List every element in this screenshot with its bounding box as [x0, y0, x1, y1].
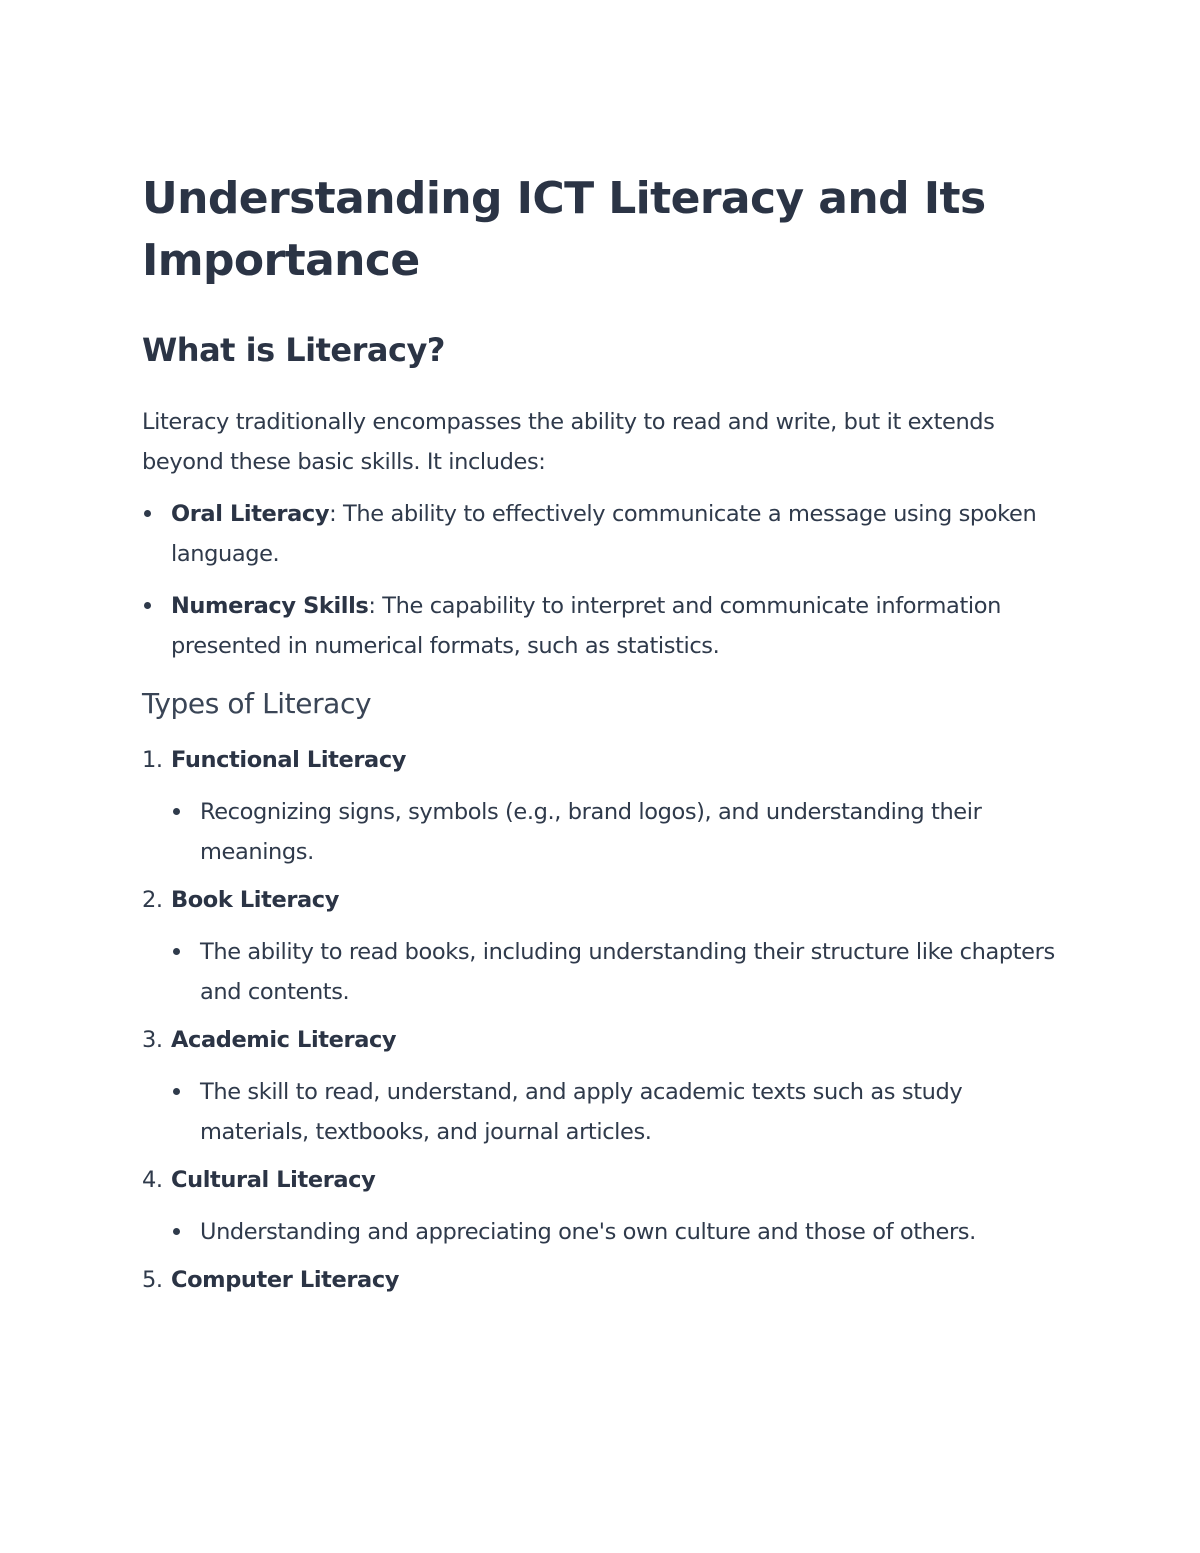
bullet-icon [173, 948, 180, 955]
type-item-computer-literacy [142, 1260, 1072, 1300]
type-number: 4. [142, 1167, 163, 1193]
type-detail-text: The ability to read books, including understanding their structure like chapters and contents. [200, 939, 1055, 1005]
type-detail-text: The skill to read, understand, and apply academic texts such as study materials, textbooks, and journal articles. [200, 1079, 963, 1145]
type-item-cultural-literacy [142, 1160, 1072, 1252]
types-list [142, 740, 1072, 1300]
definition-item-oral-literacy [142, 494, 1072, 574]
type-detail-list [142, 1212, 1072, 1252]
type-detail-list [142, 932, 1072, 1012]
type-name: Book Literacy [171, 887, 340, 913]
type-name: Cultural Literacy [171, 1167, 376, 1193]
document-title: Understanding ICT Literacy and Its Importance [142, 173, 986, 286]
definition-term: Numeracy Skills [171, 593, 369, 619]
definition-list [142, 494, 1072, 666]
document-page [142, 168, 1072, 1308]
intro-paragraph: Literacy traditionally encompasses the ability to read and write, but it extends beyond these basic skills. It includes: [142, 409, 995, 475]
type-heading [142, 740, 1072, 780]
type-detail-item [142, 932, 1072, 1012]
type-heading [142, 880, 1072, 920]
type-detail-list [142, 1072, 1072, 1152]
bullet-icon [173, 1228, 180, 1235]
type-detail-item [142, 792, 1072, 872]
type-item-functional-literacy [142, 740, 1072, 872]
bullet-icon [173, 1088, 180, 1095]
type-name: Academic Literacy [171, 1027, 397, 1053]
type-heading [142, 1160, 1072, 1200]
bullet-icon [173, 808, 180, 815]
definition-text: : The ability to effectively communicate a message using spoken language. [171, 501, 1037, 567]
type-heading [142, 1020, 1072, 1060]
type-detail-list [142, 792, 1072, 872]
type-item-book-literacy [142, 880, 1072, 1012]
type-detail-text: Recognizing signs, symbols (e.g., brand logos), and understanding their meanings. [200, 799, 982, 865]
section-heading-what-is-literacy: What is Literacy? [142, 331, 445, 369]
type-number: 3. [142, 1027, 163, 1053]
type-item-academic-literacy [142, 1020, 1072, 1152]
type-detail-text: Understanding and appreciating one's own culture and those of others. [200, 1219, 976, 1245]
definition-item-numeracy-skills [142, 586, 1072, 666]
type-number: 5. [142, 1267, 163, 1293]
bullet-icon [144, 510, 151, 517]
type-detail-item [142, 1072, 1072, 1152]
bullet-icon [144, 602, 151, 609]
type-number: 2. [142, 887, 163, 913]
type-detail-item [142, 1212, 1072, 1252]
subsection-heading-types-of-literacy: Types of Literacy [142, 687, 372, 720]
type-name: Functional Literacy [171, 747, 407, 773]
type-name: Computer Literacy [171, 1267, 400, 1293]
definition-text: : The capability to interpret and communicate information presented in numerical formats, such as statistics. [171, 593, 1001, 659]
type-heading [142, 1260, 1072, 1300]
definition-term: Oral Literacy [171, 501, 330, 527]
type-number: 1. [142, 747, 163, 773]
